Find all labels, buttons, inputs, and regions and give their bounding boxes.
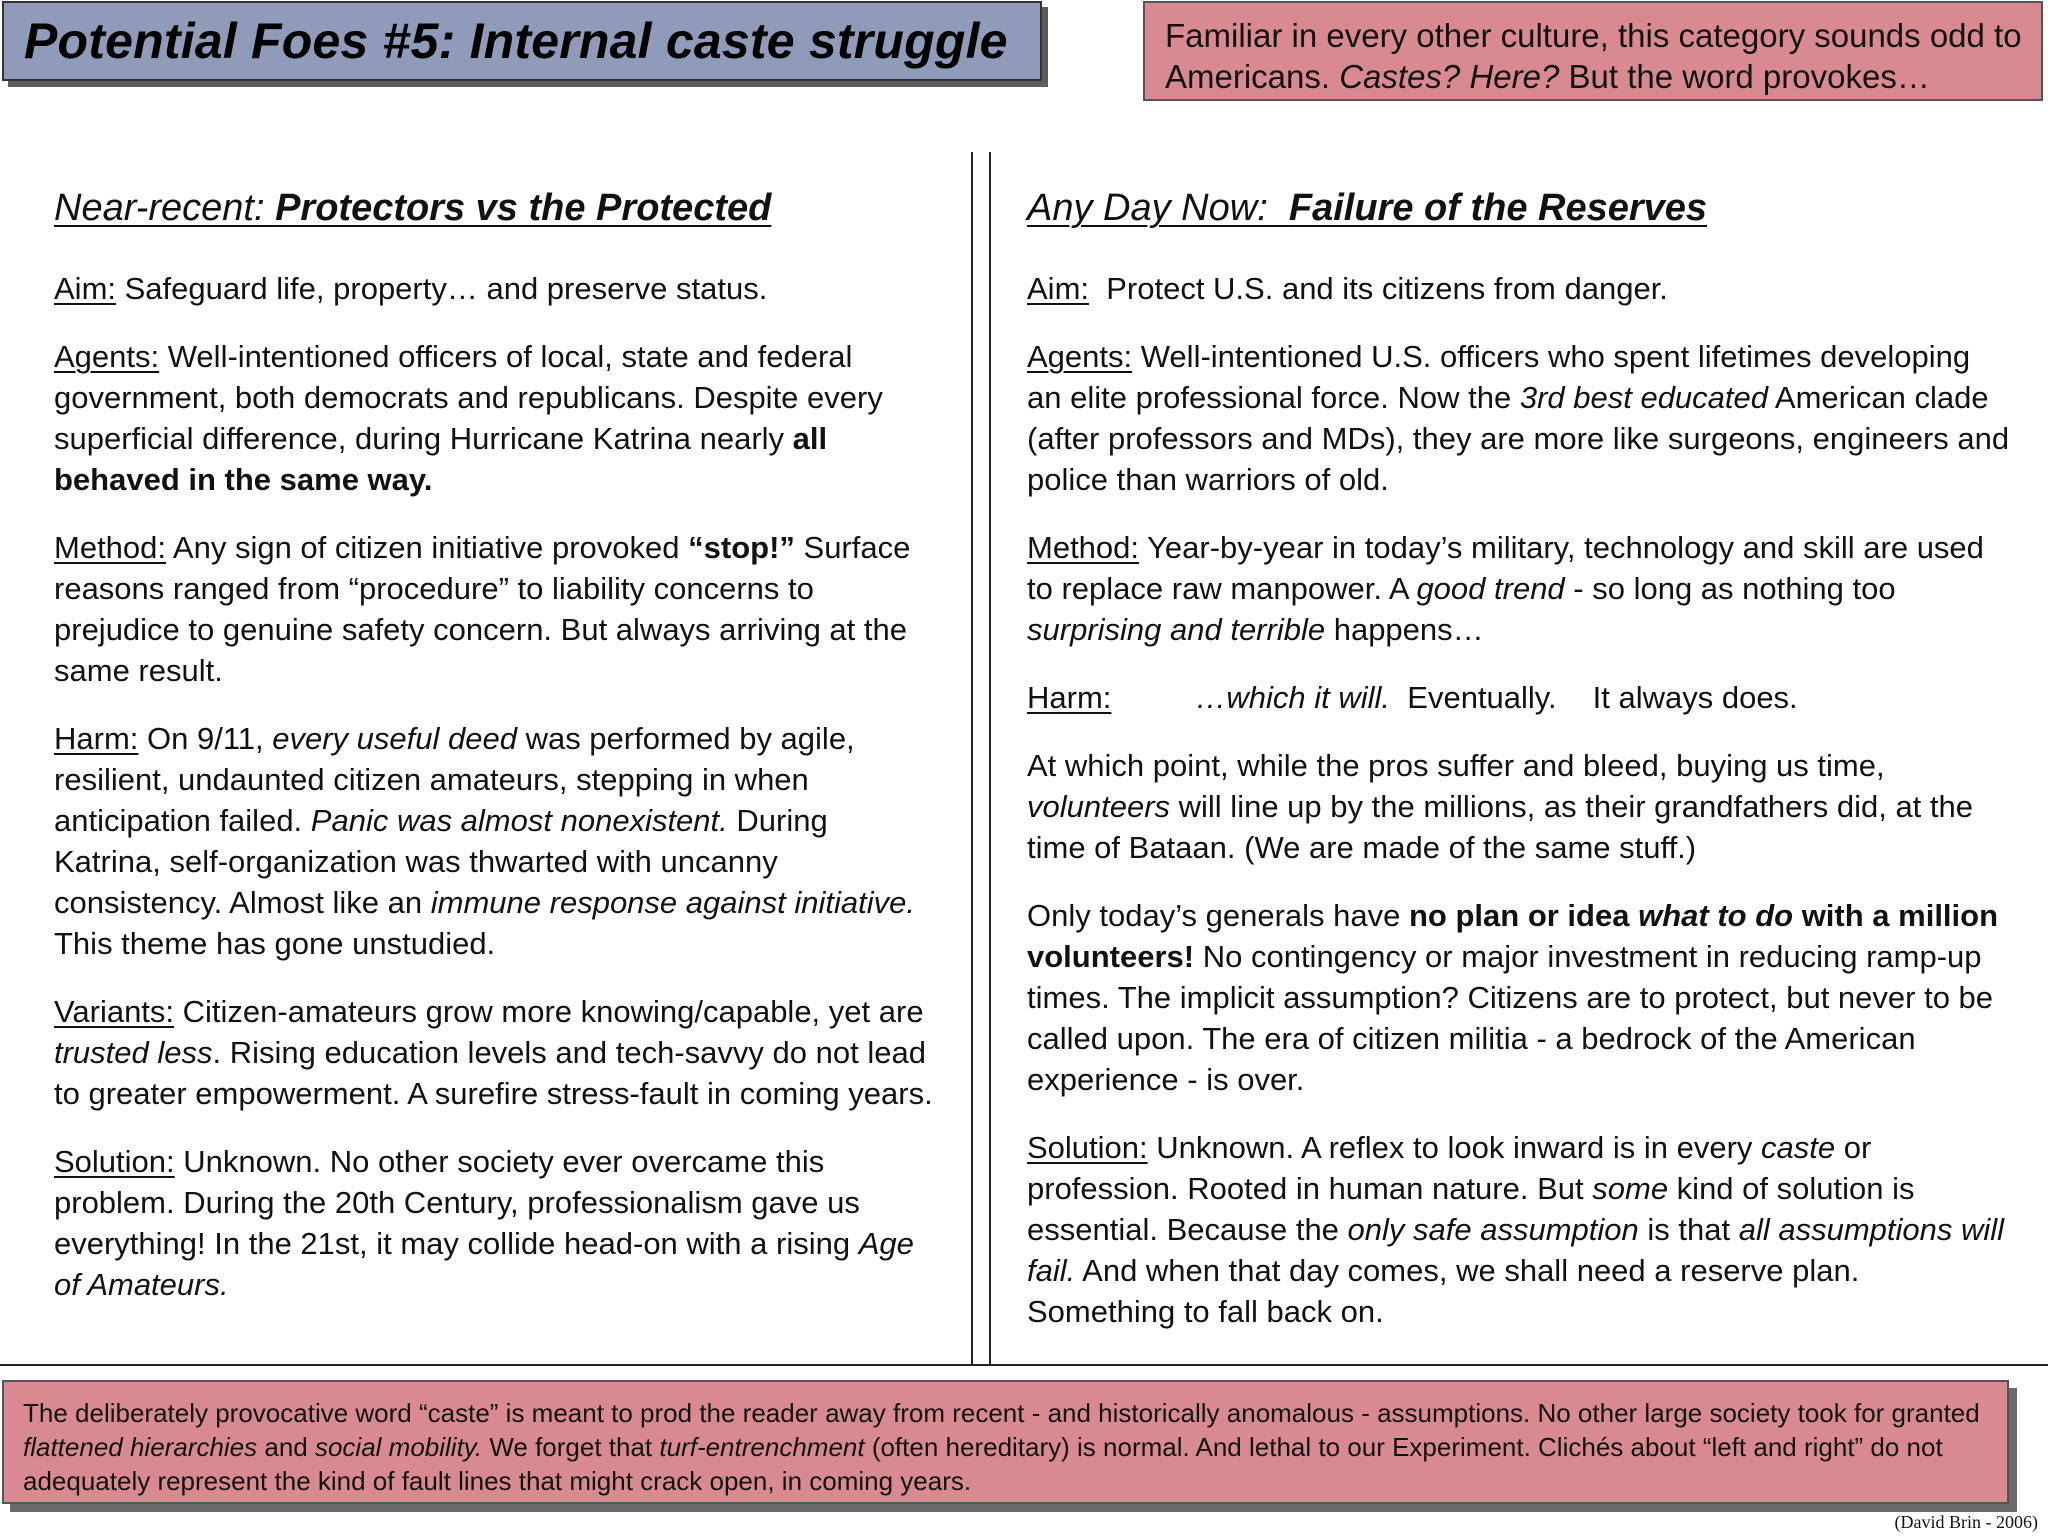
right-para-volunteers [1027,745,2012,868]
harm-text: This theme has gone unstudied. [54,926,496,961]
agents-label: Agents: [1027,339,1133,374]
solution-label: Solution: [1027,1130,1148,1165]
left-solution [54,1141,934,1305]
agents-label: Agents: [54,339,160,374]
solution-text: is that [1638,1212,1739,1247]
intro-text: Familiar in every other culture, this category sounds odd to Americans. [1165,17,2022,95]
left-heading [54,178,934,238]
right-heading [1027,178,2012,238]
right-column [1027,178,2012,1359]
harm-italic: …which it will. [1195,680,1391,715]
author-credit: (David Brin - 2006) [1894,1512,2038,1532]
left-heading-prefix: Near-recent: [54,187,276,229]
solution-italic: caste [1761,1130,1836,1165]
footer-italic: social mobility. [314,1432,483,1462]
harm-text: was performed by agile, resilient, undaunted citizen amateurs, stepping in when anticipation failed. [54,721,855,838]
footer-text: (often hereditary) is normal. And lethal to our Experiment. Clichés about “left and right” do not adequately represent the kind of fault lines that might crack open, in coming years. [23,1432,1943,1496]
aim-label: Aim: [54,271,116,306]
title-banner [2,1,1042,81]
column-divider [989,152,991,1364]
variants-text: Citizen-amateurs grow more knowing/capable, yet are [174,994,924,1029]
solution-italic: only safe assumption [1347,1212,1639,1247]
harm-text: It always does. [1592,680,1798,715]
footer-text: We forget that [482,1432,660,1462]
method-text: Year-by-year in today’s military, technology and skill are used to replace raw manpower. A [1027,530,1984,606]
right-agents [1027,336,2012,500]
solution-text: kind of solution is essential. Because the [1027,1171,1915,1247]
footer-italic: turf-entrenchment [659,1432,865,1462]
solution-label: Solution: [54,1144,175,1179]
aim-text: Safeguard life, property… and preserve status. [116,271,768,306]
method-label: Method: [54,530,167,565]
solution-text: or profession. Rooted in human nature. But [1027,1130,1872,1206]
method-text: Any sign of citizen initiative provoked [166,530,689,565]
harm-label: Harm: [54,721,139,756]
variants-label: Variants: [54,994,175,1029]
footer-rule [0,1364,2048,1366]
footer-italic: flattened hierarchies [23,1432,258,1462]
agents-bold: all behaved in the same way. [54,421,828,497]
harm-text: On 9/11, [138,721,273,756]
page-title: Potential Foes #5: Internal caste struggle [24,13,1008,69]
left-aim [54,268,934,309]
footer-note [2,1380,2009,1504]
para-italic: volunteers [1027,789,1171,824]
method-text: - so long as nothing too [1564,571,1896,606]
harm-italic: Panic was almost nonexistent. [310,803,728,838]
aim-text: Protect U.S. and its citizens from danger. [1089,271,1668,306]
method-italic: good trend [1416,571,1565,606]
left-agents [54,336,934,500]
intro-text-end: But the word provokes… [1559,58,1930,95]
right-heading-prefix: Any Day Now: [1027,187,1289,229]
left-column [54,178,934,1332]
para-bold-italic: what to do [1638,898,1794,933]
left-variants [54,991,934,1114]
left-method [54,527,934,691]
right-method [1027,527,2012,650]
intro-italic: Castes? Here? [1339,58,1560,95]
para-text: Only today’s generals have [1027,898,1409,933]
para-text: will line up by the millions, as their grandfathers did, at the time of Bataan. (We are made of the same stuff.) [1027,789,1974,865]
solution-italic: some [1592,1171,1669,1206]
agents-text: American clade (after professors and MDs), they are more like surgeons, engineers and police than warriors of old. [1027,380,2010,497]
variants-text: . Rising education levels and tech-savvy do not lead to greater empowerment. A surefire stress-fault in coming years. [54,1035,933,1111]
right-harm [1027,677,2012,718]
footer-text: and [257,1432,315,1462]
agents-text: Well-intentioned officers of local, state and federal government, both democrats and republicans. Despite every superficial difference, during Hurricane Katrina nearly [54,339,883,456]
solution-italic: Age of Amateurs. [54,1226,914,1302]
method-italic: surprising and terrible [1027,612,1326,647]
method-text: happens… [1325,612,1484,647]
para-text: At which point, while the pros suffer and bleed, buying us time, [1027,748,1885,783]
solution-text: And when that day comes, we shall need a reserve plan. Something to fall back on. [1027,1253,1860,1329]
harm-label: Harm: [1027,680,1112,715]
harm-text: Eventually. [1390,680,1557,715]
method-label: Method: [1027,530,1140,565]
method-text: Surface reasons ranged from “procedure” to liability concerns to prejudice to genuine safety concern. But always arriving at the same result. [54,530,911,688]
footer-text: The deliberately provocative word “caste” is meant to prod the reader away from recent - and historically anomalous - assumptions. No other large society took for granted [23,1398,1980,1428]
right-para-generals [1027,895,2012,1100]
intro-note [1143,1,2043,101]
para-bold: no plan or idea [1409,898,1639,933]
harm-italic: every useful deed [272,721,517,756]
right-aim [1027,268,2012,309]
left-harm [54,718,934,964]
solution-text: Unknown. No other society ever overcame this problem. During the 20th Century, professionalism gave us everything! In the 21st, it may collide head-on with a rising [54,1144,860,1261]
aim-label: Aim: [1027,271,1089,306]
para-text: No contingency or major investment in reducing ramp-up times. The implicit assumption? Citizens are to protect, but never to be called upon. The era of citizen militia - a bedrock of the American experience - is over. [1027,939,1994,1097]
right-heading-main: Failure of the Reserves [1288,187,1708,229]
agents-italic: 3rd best educated [1519,380,1769,415]
left-heading-main: Protectors vs the Protected [275,187,772,229]
solution-italic: all assumptions will fail. [1027,1212,2005,1288]
harm-text: During Katrina, self-organization was thwarted with uncanny consistency. Almost like an [54,803,828,920]
agents-text: Well-intentioned U.S. officers who spent lifetimes developing an elite professional force. Now the [1027,339,1971,415]
right-solution [1027,1127,2012,1332]
variants-italic: trusted less [54,1035,213,1070]
harm-italic: immune response against initiative. [430,885,915,920]
solution-text: Unknown. A reflex to look inward is in every [1147,1130,1762,1165]
column-divider [971,152,973,1364]
para-bold: with a million volunteers! [1027,898,1999,974]
method-bold: “stop!” [688,530,795,565]
